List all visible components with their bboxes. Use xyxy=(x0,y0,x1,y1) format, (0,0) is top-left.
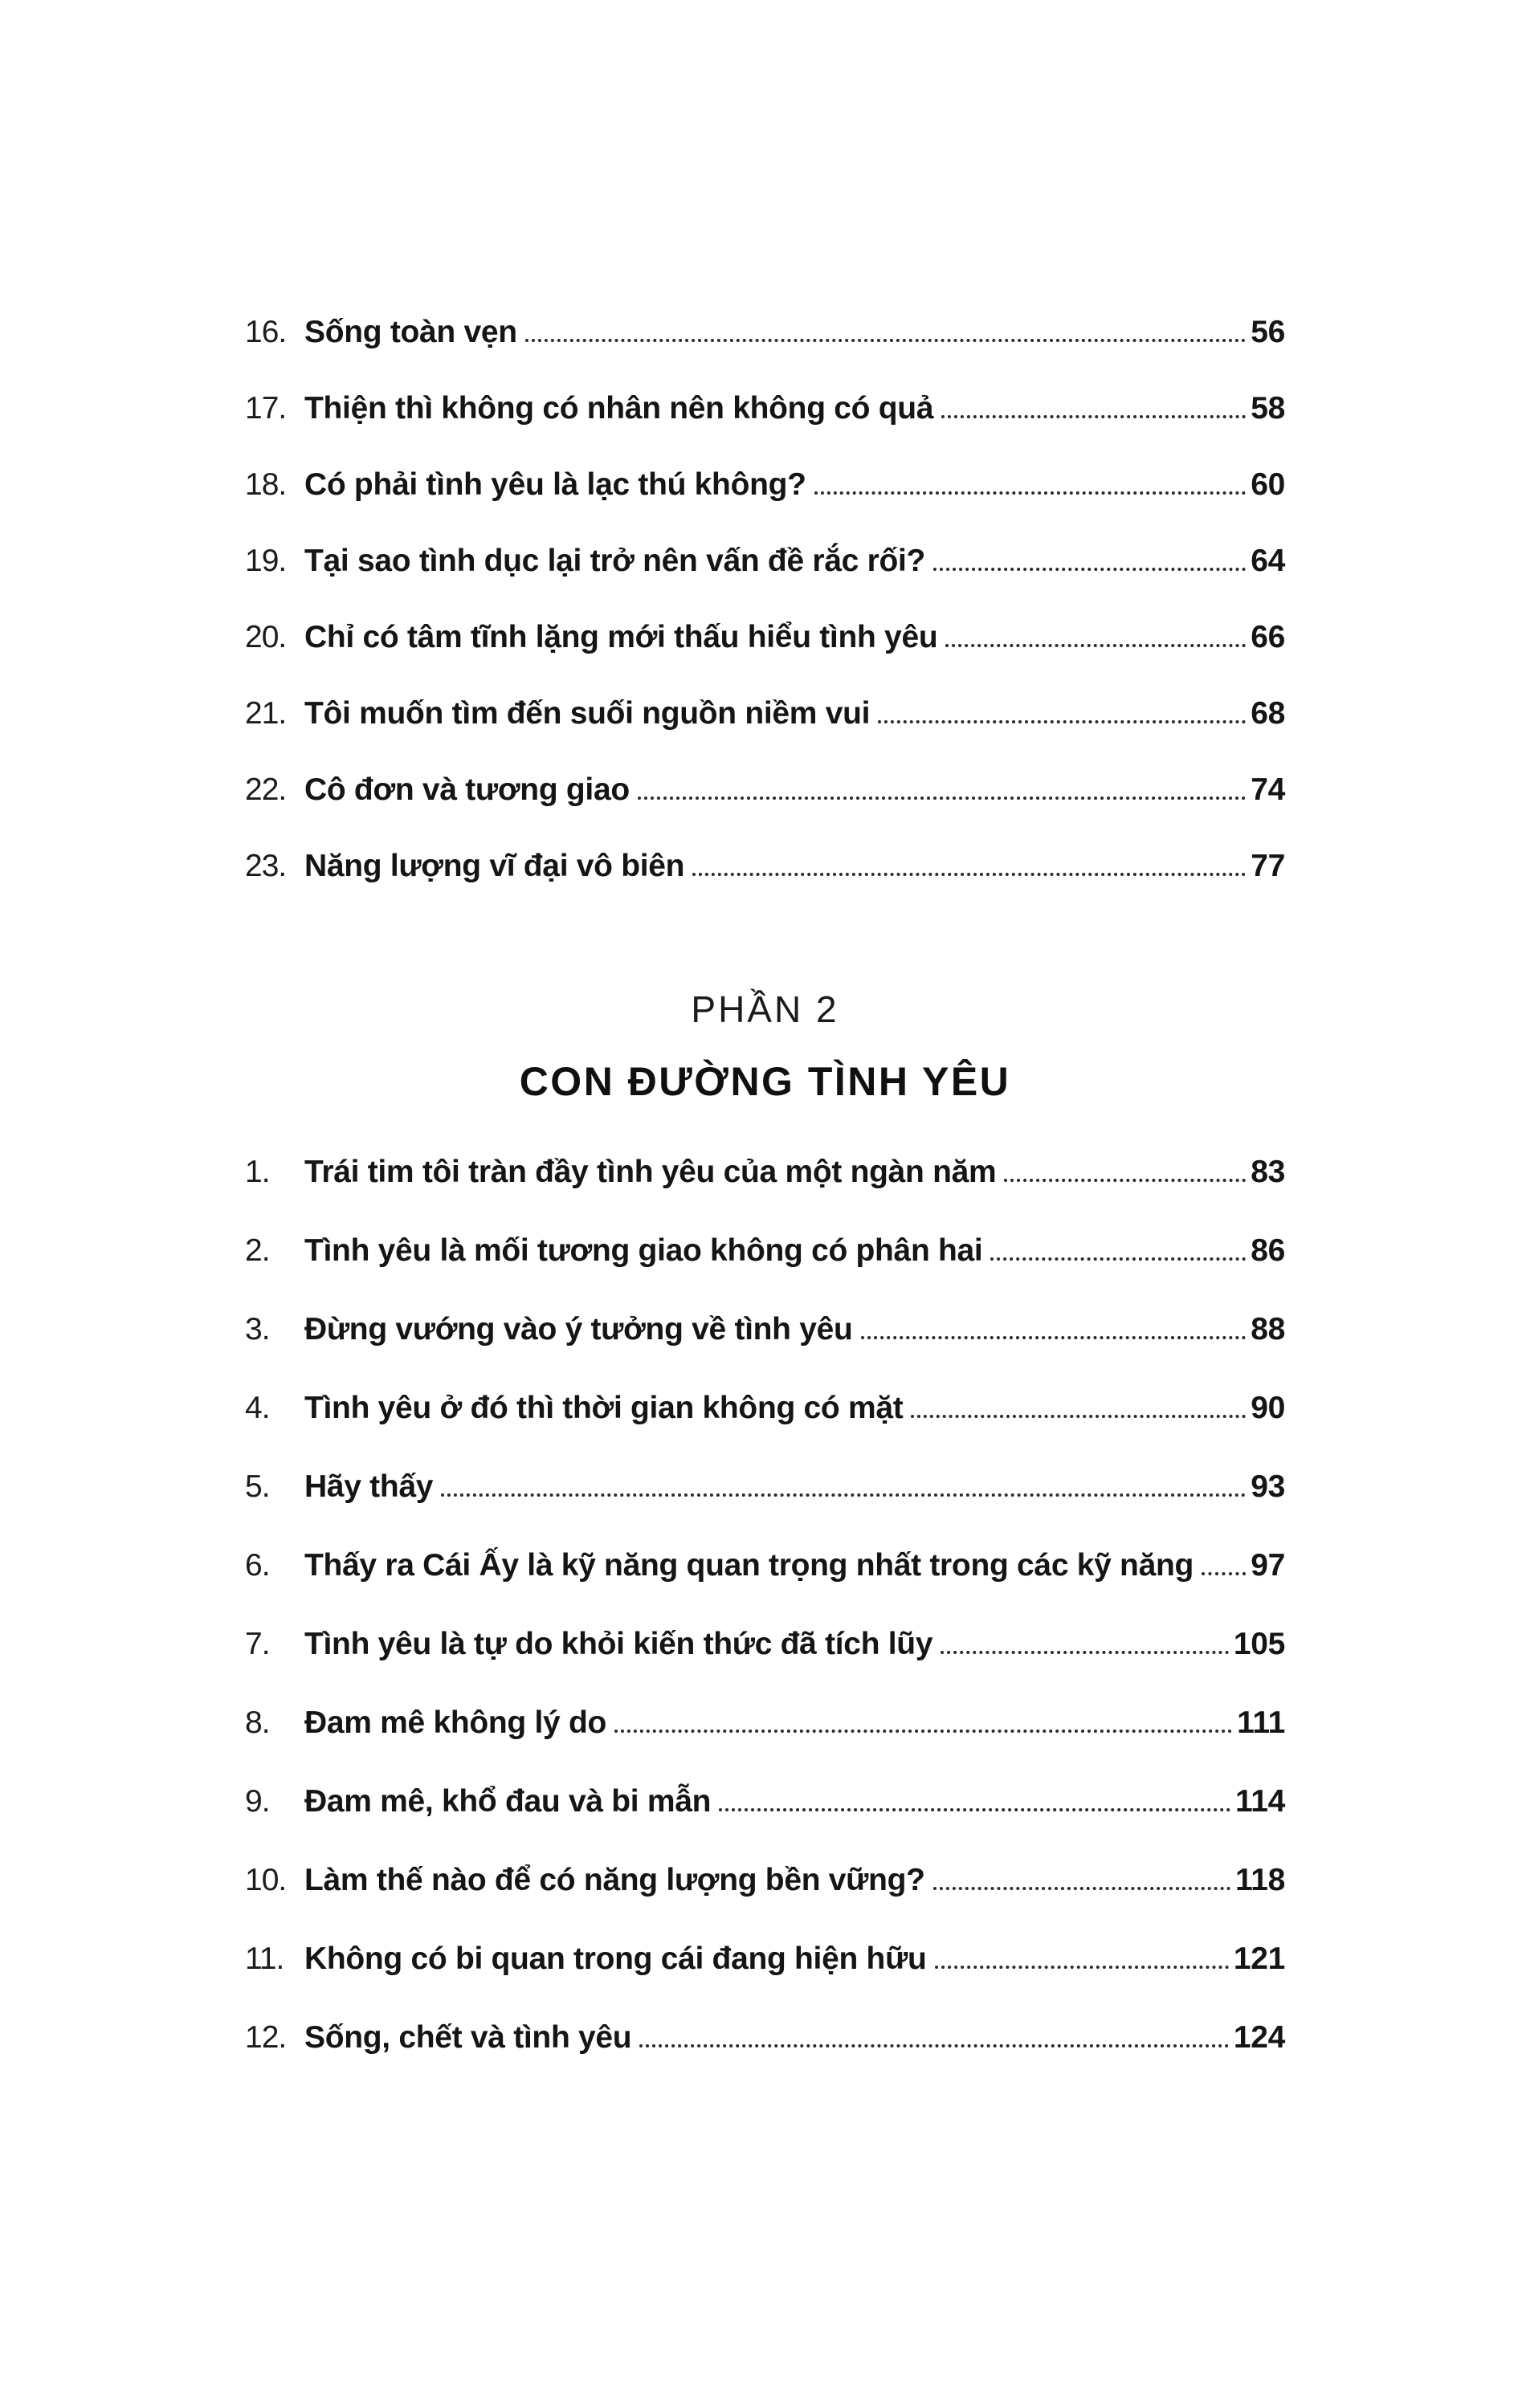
toc-entry-page: 77 xyxy=(1251,849,1285,883)
toc-entry-page: 86 xyxy=(1251,1233,1285,1268)
toc-entry-number: 4. xyxy=(245,1391,270,1425)
toc-entry-page: 56 xyxy=(1251,315,1285,349)
toc-entry-number: 16. xyxy=(245,315,287,349)
toc-entry-number: 17. xyxy=(245,391,287,426)
toc-entry-title: Trái tim tôi tràn đầy tình yêu của một ngàn năm xyxy=(304,1155,997,1189)
dotted-leader xyxy=(911,1414,1246,1418)
toc-entry xyxy=(245,1784,1285,1863)
toc-entry-page: 60 xyxy=(1251,467,1285,502)
dotted-leader xyxy=(941,1650,1229,1654)
dotted-leader xyxy=(525,338,1246,342)
toc-entry-number: 12. xyxy=(245,2020,287,2055)
toc-entry-title: Hãy thấy xyxy=(304,1469,434,1504)
toc-entry xyxy=(245,1391,1285,1469)
toc-entry-number: 23. xyxy=(245,849,287,883)
toc-entry xyxy=(245,2020,1285,2099)
dotted-leader xyxy=(933,567,1246,571)
toc-entry xyxy=(245,1233,1285,1312)
toc-entry-title: Có phải tình yêu là lạc thú không? xyxy=(304,467,806,502)
toc-entry-title: Năng lượng vĩ đại vô biên xyxy=(304,849,685,883)
toc-entry xyxy=(245,391,1285,467)
toc-entry-title: Tình yêu là tự do khỏi kiến thức đã tích lũy xyxy=(304,1627,933,1661)
toc-entry-title: Cô đơn và tương giao xyxy=(304,772,630,807)
toc-entry-number: 6. xyxy=(245,1548,270,1583)
toc-entry-page: 121 xyxy=(1233,1941,1285,1976)
toc-entry-number: 5. xyxy=(245,1469,270,1504)
toc-entry-number: 19. xyxy=(245,544,287,578)
toc-entry-title: Tình yêu ở đó thì thời gian không có mặt xyxy=(304,1391,904,1425)
part2-section-label: PHẦN 2 xyxy=(691,988,839,1030)
toc-entry-page: 83 xyxy=(1251,1155,1285,1189)
dotted-leader xyxy=(719,1807,1230,1811)
toc-entry xyxy=(245,544,1285,620)
toc-entry xyxy=(245,1312,1285,1391)
toc-entry-number: 3. xyxy=(245,1312,270,1347)
toc-entry-page: 90 xyxy=(1251,1391,1285,1425)
toc-entry xyxy=(245,696,1285,772)
toc-entry-title: Đừng vướng vào ý tưởng về tình yêu xyxy=(304,1312,853,1347)
dotted-leader xyxy=(935,1965,1229,1969)
toc-entry xyxy=(245,772,1285,849)
toc-entry xyxy=(245,849,1285,925)
toc-entry-page: 114 xyxy=(1234,1784,1285,1819)
toc-entry xyxy=(245,315,1285,391)
toc-entry-number: 10. xyxy=(245,1863,287,1897)
toc-entry xyxy=(245,1155,1285,1233)
toc-entry-number: 21. xyxy=(245,696,287,731)
toc-entry-number: 8. xyxy=(245,1705,270,1740)
toc-part2-list xyxy=(245,1155,1285,2099)
book-page xyxy=(245,0,1285,2408)
toc-entry-title: Tôi muốn tìm đến suối nguồn niềm vui xyxy=(304,696,871,731)
toc-entry-page: 68 xyxy=(1251,696,1285,731)
dotted-leader xyxy=(1202,1571,1246,1575)
toc-entry xyxy=(245,1469,1285,1548)
toc-entry-page: 93 xyxy=(1251,1469,1285,1504)
dotted-leader xyxy=(692,872,1246,876)
toc-entry-page: 58 xyxy=(1251,391,1285,426)
toc-entry-number: 1. xyxy=(245,1155,270,1189)
toc-entry-title: Thiện thì không có nhân nên không có quả xyxy=(304,391,934,426)
part2-section-title: CON ĐƯỜNG TÌNH YÊU xyxy=(519,1059,1011,1104)
dotted-leader xyxy=(945,643,1246,647)
toc-entry-title: Không có bi quan trong cái đang hiện hữu xyxy=(304,1941,927,1976)
toc-entry-title: Chỉ có tâm tĩnh lặng mới thấu hiểu tình yêu xyxy=(304,620,938,654)
dotted-leader xyxy=(941,414,1246,418)
toc-entry-number: 11. xyxy=(245,1941,284,1976)
part2-section-heading xyxy=(245,988,1285,1105)
dotted-leader xyxy=(639,2043,1229,2047)
toc-entry-number: 9. xyxy=(245,1784,270,1819)
toc-entry-number: 2. xyxy=(245,1233,270,1268)
toc-entry xyxy=(245,1863,1285,1941)
toc-entry-number: 7. xyxy=(245,1627,270,1661)
toc-entry-page: 97 xyxy=(1251,1548,1285,1583)
toc-entry xyxy=(245,1941,1285,2020)
toc-entry-title: Sống toàn vẹn xyxy=(304,315,517,349)
dotted-leader xyxy=(638,796,1246,800)
toc-entry xyxy=(245,1705,1285,1784)
toc-entry-title: Tại sao tình dục lại trở nên vấn đề rắc rối? xyxy=(304,544,926,578)
toc-entry-page: 111 xyxy=(1237,1705,1285,1740)
toc-entry-page: 124 xyxy=(1233,2020,1285,2055)
toc-entry-title: Sống, chết và tình yêu xyxy=(304,2020,632,2055)
toc-entry-title: Tình yêu là mối tương giao không có phân hai xyxy=(304,1233,983,1268)
toc-entry-number: 20. xyxy=(245,620,287,654)
dotted-leader xyxy=(441,1493,1246,1497)
toc-entry-number: 18. xyxy=(245,467,287,502)
toc-entry-title: Đam mê, khổ đau và bi mẫn xyxy=(304,1784,712,1819)
toc-entry xyxy=(245,620,1285,696)
toc-entry-title: Đam mê không lý do xyxy=(304,1705,606,1740)
toc-entry-page: 74 xyxy=(1251,772,1285,807)
dotted-leader xyxy=(861,1335,1247,1339)
toc-entry-page: 64 xyxy=(1251,544,1285,578)
toc-entry xyxy=(245,467,1285,544)
dotted-leader xyxy=(1004,1178,1246,1182)
dotted-leader xyxy=(878,719,1246,723)
toc-entry-page: 105 xyxy=(1233,1627,1285,1661)
toc-entry-page: 88 xyxy=(1251,1312,1285,1347)
dotted-leader xyxy=(814,491,1247,495)
dotted-leader xyxy=(614,1729,1232,1733)
toc-entry-page: 66 xyxy=(1251,620,1285,654)
dotted-leader xyxy=(990,1257,1246,1261)
toc-part1-list xyxy=(245,0,1285,925)
toc-entry-page: 118 xyxy=(1234,1863,1285,1897)
dotted-leader xyxy=(933,1886,1230,1890)
toc-entry-title: Thấy ra Cái Ấy là kỹ năng quan trọng nhất trong các kỹ năng xyxy=(304,1548,1194,1583)
toc-entry xyxy=(245,1548,1285,1627)
toc-entry xyxy=(245,1627,1285,1705)
toc-entry-number: 22. xyxy=(245,772,287,807)
toc-entry-title: Làm thế nào để có năng lượng bền vững? xyxy=(304,1863,925,1897)
